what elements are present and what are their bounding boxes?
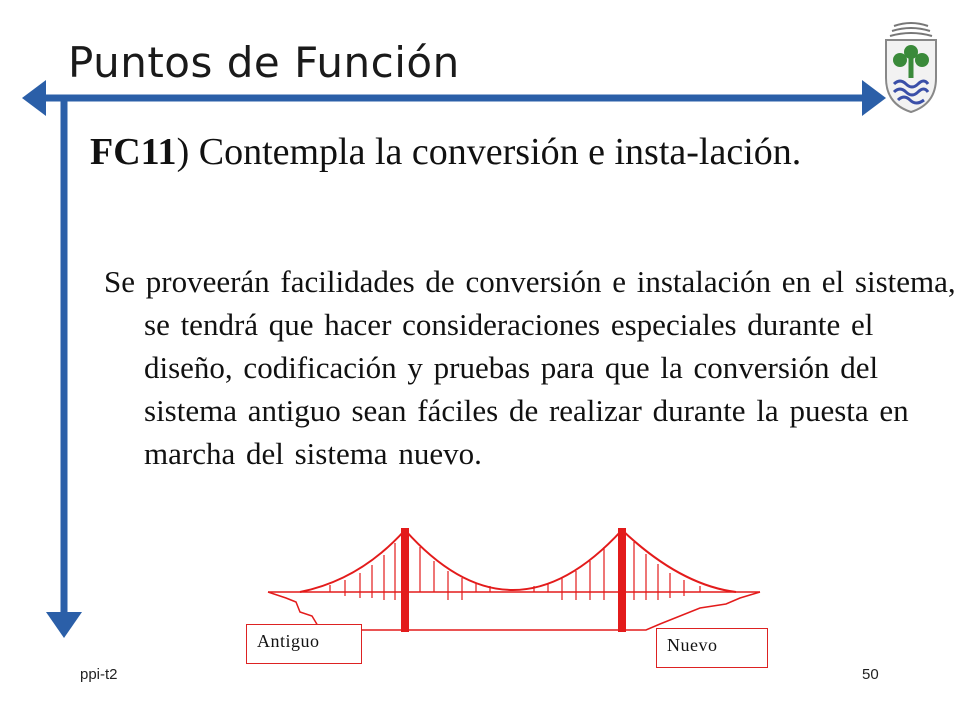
slide-title: Puntos de Función — [68, 38, 460, 87]
page-number: 50 — [862, 666, 879, 683]
criterion-code: FC11 — [90, 131, 177, 173]
label-new-system: Nuevo — [656, 628, 768, 668]
criterion-description: Se proveerán facilidades de conversión e instalación en el sistema, se tendrá que hacer consideraciones especiales durante el diseño, codificación y pruebas para que la conversión del sistema antiguo sean fáciles de realizar durante la puesta en marcha del sistema nuevo. — [104, 264, 956, 471]
criterion-heading-text: ) Contempla la conversión e insta-lación. — [176, 131, 802, 173]
label-old-system: Antiguo — [246, 624, 362, 664]
footer-source: ppi-t2 — [80, 666, 118, 683]
